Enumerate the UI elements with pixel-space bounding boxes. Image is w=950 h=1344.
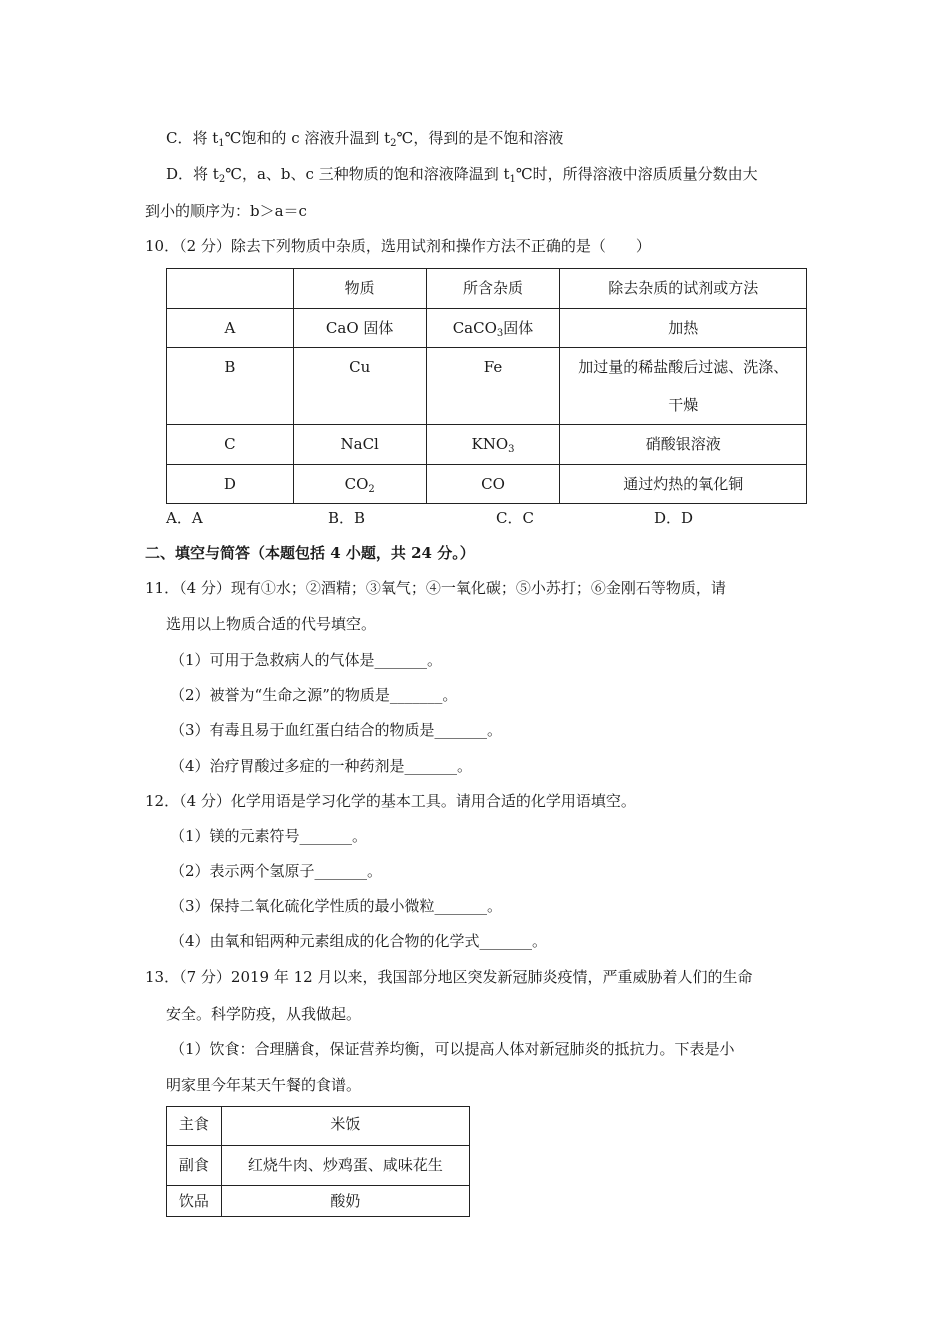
q11-item-2: （2）被誉为“生命之源”的物质是_______。 [170, 686, 458, 704]
header-cell: 除去杂质的试剂或方法 [560, 269, 807, 309]
row-label: A [167, 309, 294, 348]
q12-item-1: （1）镁的元素符号_______。 [170, 827, 368, 845]
table-row [167, 425, 807, 465]
impurity-cell: CO [426, 465, 560, 504]
method-cell: 硝酸银溶液 [560, 425, 807, 465]
substance-cell: $CO_2$ [293, 465, 426, 504]
q9-option-d-continued: 到小的顺序为：b＞a＝c [145, 202, 307, 220]
table-row [167, 465, 807, 504]
q10-stem: 10．（2 分）除去下列物质中杂质，选用试剂和操作方法不正确的是（ ） [145, 237, 651, 255]
substance-cell: NaCl [293, 425, 426, 465]
q13-part-1-continued: 明家里今年某天午餐的食谱。 [166, 1076, 362, 1094]
table-row [167, 1186, 470, 1217]
substance-cell: Cu [293, 348, 426, 425]
q13-part-1: （1）饮食：合理膳食，保证营养均衡，可以提高人体对新冠肺炎的抵抗力。下表是小 [170, 1040, 735, 1058]
q11-item-1: （1）可用于急救病人的气体是_______。 [170, 651, 443, 669]
q10-table [166, 268, 807, 504]
row-label: D [167, 465, 294, 504]
row-label: B [167, 348, 294, 425]
substance-cell: CaO 固体 [293, 309, 426, 348]
menu-key: 副食 [167, 1146, 222, 1186]
menu-key: 主食 [167, 1107, 222, 1146]
header-cell: 所含杂质 [426, 269, 560, 309]
table-row [167, 1107, 470, 1146]
q12-item-2: （2）表示两个氢原子_______。 [170, 862, 383, 880]
menu-value: 米饭 [221, 1107, 469, 1146]
method-cell: 加热 [560, 309, 807, 348]
q10-option-c: C．C [496, 509, 534, 527]
table-row [167, 309, 807, 348]
q13-stem: 13．（7 分）2019 年 12 月以来，我国部分地区突发新冠肺炎疫情，严重威胁着人们的生命 [145, 968, 753, 986]
table-row [167, 1146, 470, 1186]
impurity-cell: CaCO$_3$固体 [426, 309, 560, 348]
impurity-cell: $KNO_3$ [426, 425, 560, 465]
q12-item-3: （3）保持二氧化硫化学性质的最小微粒_______。 [170, 897, 503, 915]
method-cell: 通过灼热的氧化铜 [560, 465, 807, 504]
q13-stem-continued: 安全。科学防疫，从我做起。 [166, 1005, 362, 1023]
q10-option-b: B．B [328, 509, 366, 527]
header-cell [167, 269, 294, 309]
q10-option-d: D．D [654, 509, 694, 527]
header-cell: 物质 [293, 269, 426, 309]
row-label: C [167, 425, 294, 465]
q11-stem-continued: 选用以上物质合适的代号填空。 [166, 615, 377, 633]
menu-table [166, 1106, 470, 1217]
q12-stem: 12．（4 分）化学用语是学习化学的基本工具。请用合适的化学用语填空。 [145, 792, 636, 810]
menu-value: 红烧牛肉、炒鸡蛋、咸味花生 [221, 1146, 469, 1186]
q9-option-d: D．将 $t_2℃$，a、b、c 三种物质的饱和溶液降温到 $t_1℃$时，所得溶液中溶质质量分数由大 [166, 165, 758, 185]
impurity-cell: Fe [426, 348, 560, 425]
q11-stem: 11．（4 分）现有①水；②酒精；③氧气；④一氧化碳；⑤小苏打；⑥金刚石等物质，请 [145, 579, 726, 597]
menu-key: 饮品 [167, 1186, 222, 1217]
q9-option-c: C．将 $t_1℃$饱和的 c 溶液升温到 $t_2℃$，得到的是不饱和溶液 [166, 129, 564, 149]
section-title: 二、填空与简答（本题包括 4 小题，共 24 分。） [145, 544, 475, 562]
menu-value: 酸奶 [221, 1186, 469, 1217]
method-cell: 加过量的稀盐酸后过滤、洗涤、 干燥 [560, 348, 807, 425]
q10-option-a: A．A [166, 509, 203, 527]
q12-item-4: （4）由氧和铝两种元素组成的化合物的化学式_______。 [170, 932, 548, 950]
q11-item-3: （3）有毒且易于血红蛋白结合的物质是_______。 [170, 721, 503, 739]
q11-item-4: （4）治疗胃酸过多症的一种药剂是_______。 [170, 757, 473, 775]
q10-table-header [167, 269, 807, 309]
table-row [167, 348, 807, 425]
